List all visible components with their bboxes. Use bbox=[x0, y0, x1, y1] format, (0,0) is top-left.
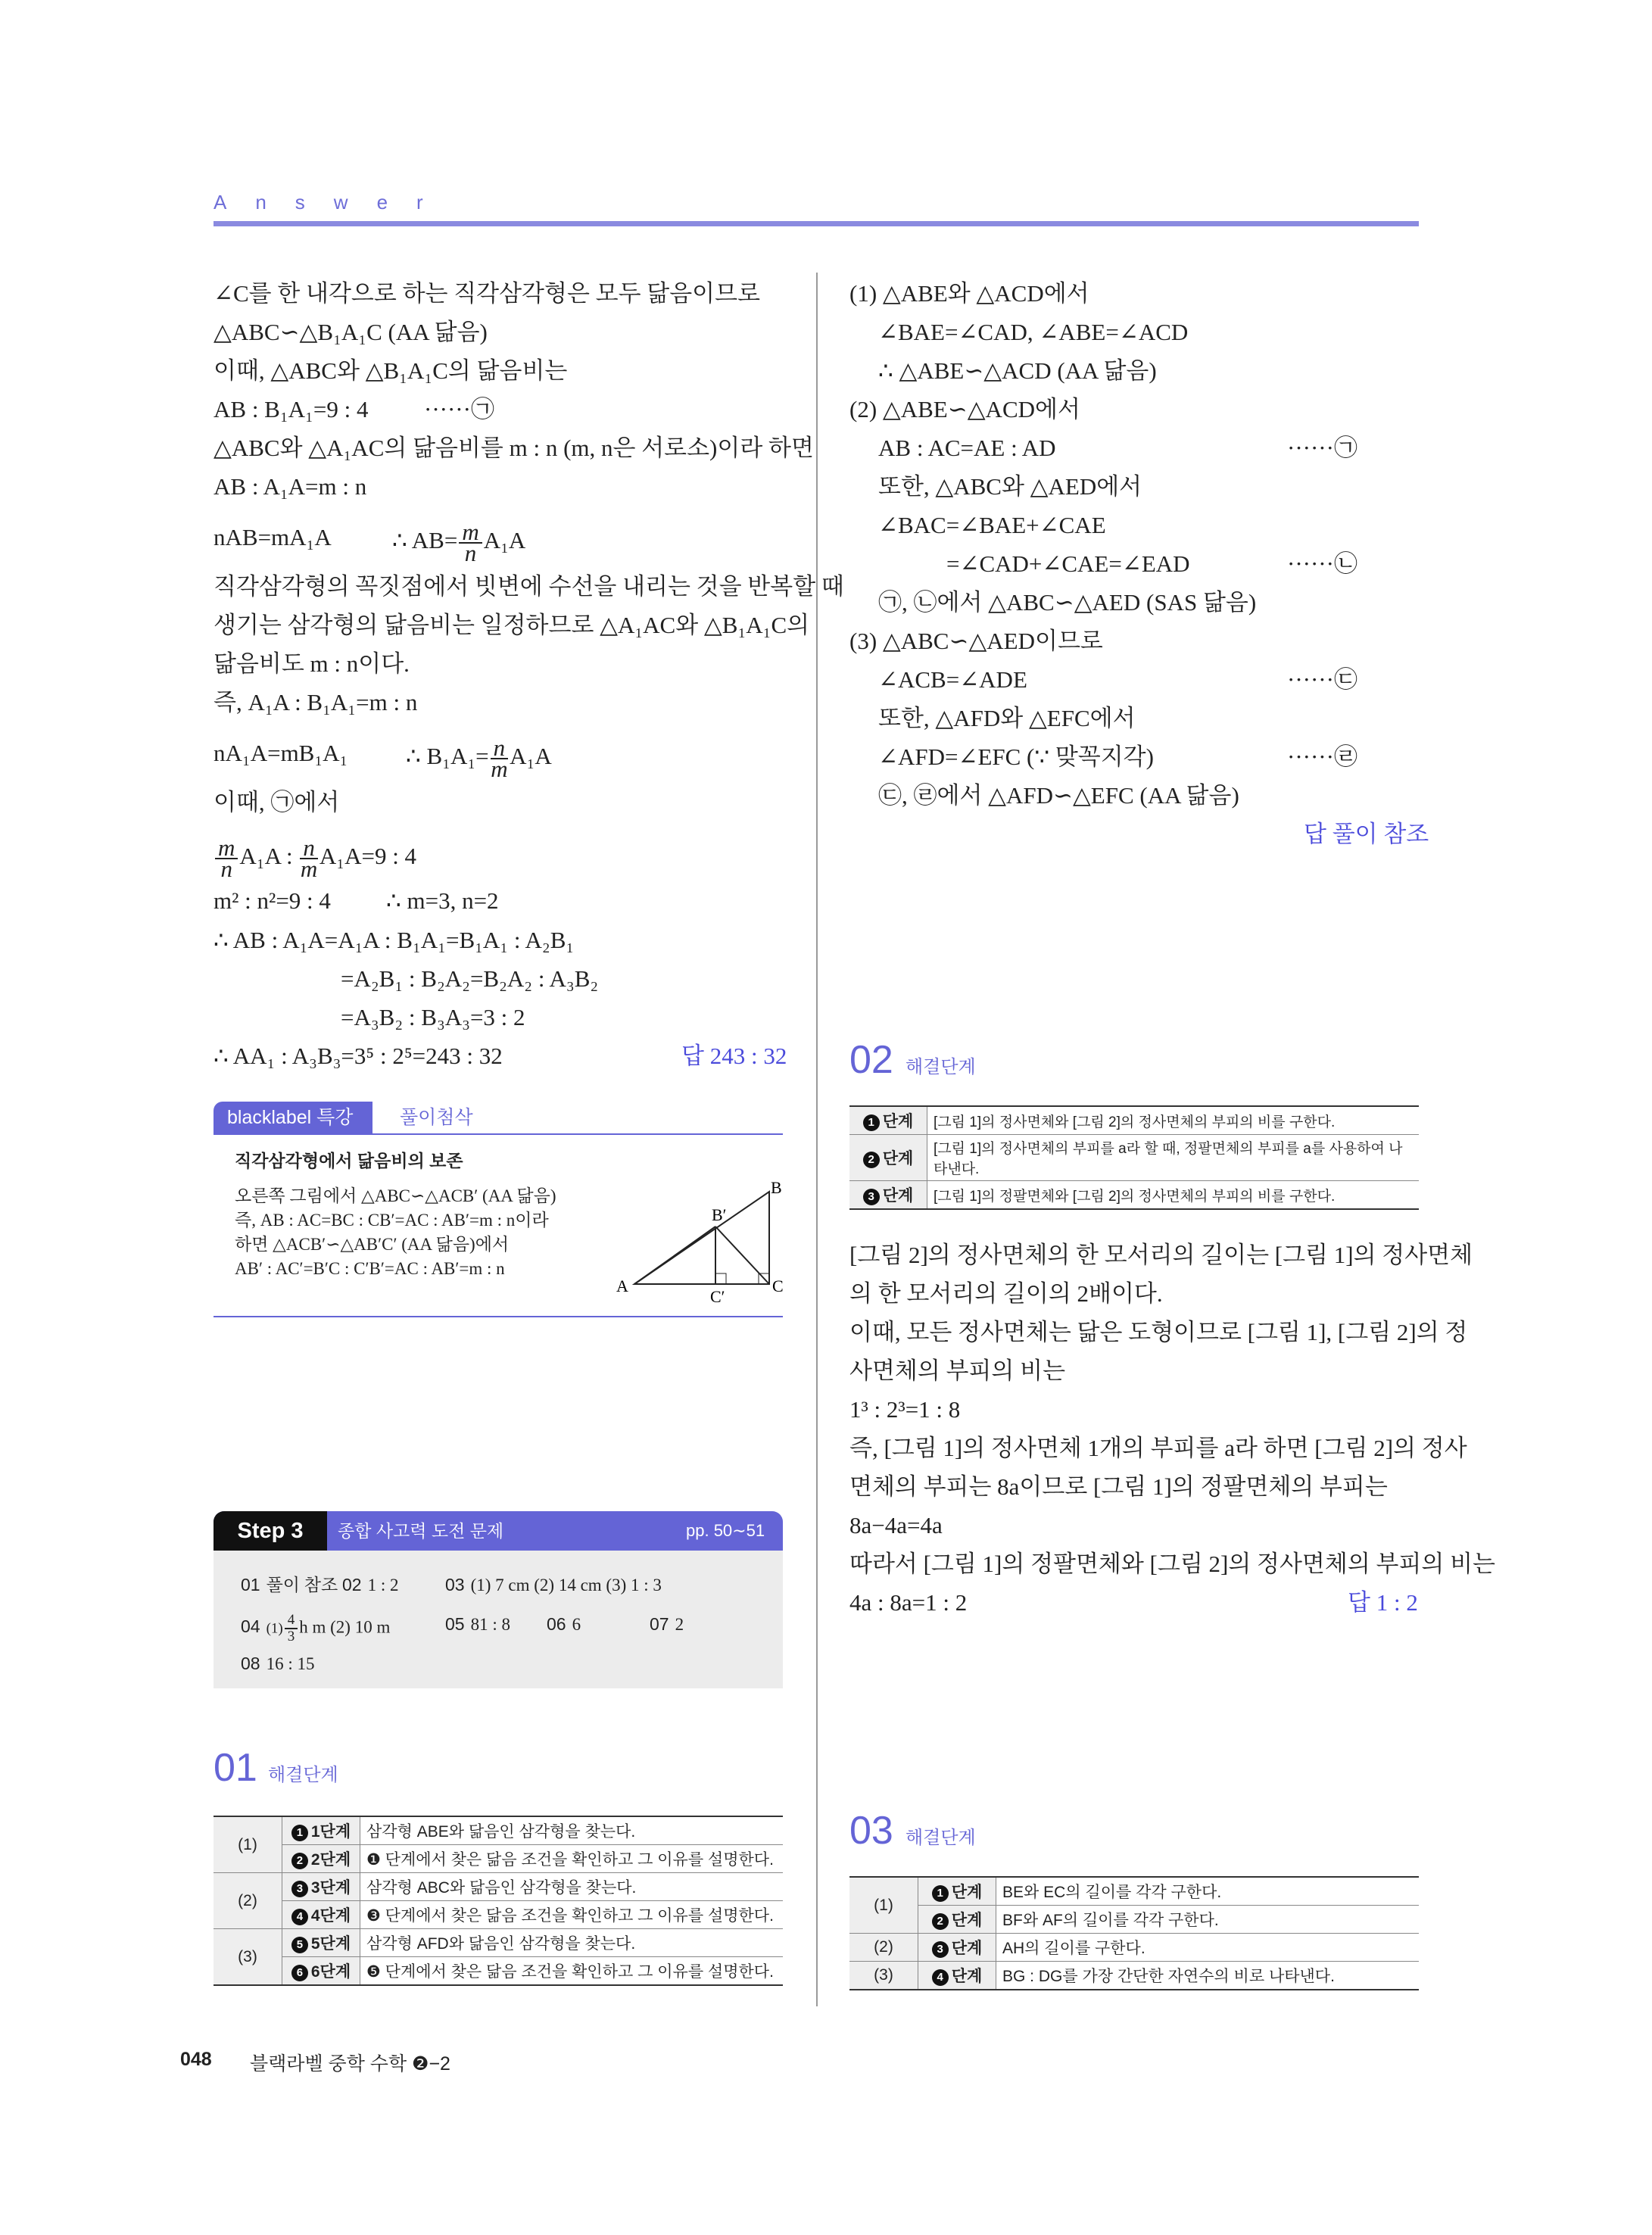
section-number: 03 bbox=[849, 1809, 893, 1853]
step-number: 5 bbox=[291, 1937, 308, 1953]
step3-item bbox=[241, 1613, 390, 1644]
step3-item bbox=[650, 1613, 684, 1636]
text-line: ∴ △ABE∽△ACD (AA 닮음) bbox=[878, 357, 1157, 384]
frac-num: m bbox=[215, 838, 238, 859]
step3-item bbox=[445, 1613, 510, 1636]
column-divider bbox=[816, 273, 818, 2006]
step-desc: ❸ 단계에서 찾은 닮음 조건을 확인하고 그 이유를 설명한다. bbox=[360, 1901, 784, 1929]
marker: ······㉡ bbox=[1287, 550, 1357, 577]
step-number: 6 bbox=[291, 1965, 308, 1981]
answer bbox=[1348, 1588, 1418, 1618]
text-line: 의 한 모서리의 길이의 2배이다. bbox=[849, 1280, 1163, 1307]
sub-label: (3) bbox=[849, 1962, 918, 1990]
blacklabel-line: AB′ : AC′=B′C : C′B′=AC : AB′=m : n bbox=[235, 1259, 505, 1278]
item-no: 05 bbox=[445, 1614, 465, 1634]
triangle-figure bbox=[606, 1181, 787, 1310]
item-no: 04 bbox=[241, 1616, 260, 1637]
page-number: 048 bbox=[180, 2049, 212, 2070]
steps-table bbox=[849, 1105, 1419, 1210]
text-line: ∴ AA₁ : A₃B₃=3⁵ : 2⁵=243 : 32 bbox=[214, 1043, 503, 1069]
text-line: 또한, △ABC와 △AED에서 bbox=[878, 473, 1142, 500]
label-b-prime: B′ bbox=[712, 1205, 727, 1224]
step-number: 4 bbox=[932, 1969, 949, 1986]
text-line: ∠C를 한 내각으로 하는 직각삼각형은 모두 닮음이므로 bbox=[214, 280, 761, 307]
step-cell bbox=[282, 1957, 360, 1986]
sub-label: (2) bbox=[214, 1873, 282, 1929]
label-b: B bbox=[771, 1181, 782, 1197]
step-label: 단계 bbox=[951, 1968, 983, 1985]
item-answer: 6 bbox=[572, 1615, 581, 1634]
text-line: 즉, [그림 1]의 정사면체 1개의 부피를 a라 하면 [그림 2]의 정사 bbox=[849, 1435, 1467, 1461]
step-label: 단계 bbox=[882, 1150, 914, 1167]
text-line: 생기는 삼각형의 닮음비는 일정하므로 △A₁AC와 △B₁A₁C의 bbox=[214, 612, 810, 638]
text-line: (1) △ABE와 △ACD에서 bbox=[849, 280, 1089, 307]
section-title: 해결단계 bbox=[905, 1828, 976, 1848]
text-line: ㉢, ㉣에서 △AFD∽△EFC (AA 닮음) bbox=[878, 782, 1239, 809]
label-a: A bbox=[616, 1276, 628, 1295]
math-text: A₁A bbox=[510, 743, 552, 770]
step-desc: [그림 1]의 정사면체의 부피를 a라 할 때, 정팔면체의 부피를 a를 사용하여 나타낸다. bbox=[927, 1135, 1420, 1181]
frac-num: 4 bbox=[285, 1613, 298, 1629]
answer-label: 답 bbox=[1348, 1589, 1370, 1616]
answer-value: 243 : 32 bbox=[709, 1043, 787, 1069]
text-line: 4a : 8a=1 : 2 bbox=[849, 1589, 968, 1616]
step-cell bbox=[849, 1181, 927, 1210]
step-number: 1 bbox=[291, 1825, 308, 1841]
table-row bbox=[214, 1901, 783, 1929]
answer bbox=[681, 1041, 787, 1071]
text-line: nAB=mA₁A bbox=[214, 524, 332, 550]
step-cell bbox=[918, 1934, 996, 1962]
answer-label: 답 bbox=[681, 1043, 704, 1069]
table-row bbox=[849, 1181, 1419, 1210]
step-label: 단계 bbox=[882, 1187, 914, 1205]
text-line: ∴ m=3, n=2 bbox=[386, 887, 499, 914]
step-label: 3단계 bbox=[310, 1879, 351, 1897]
label-c-prime: C′ bbox=[710, 1287, 725, 1306]
table-row bbox=[849, 1962, 1419, 1990]
table-row bbox=[214, 1845, 783, 1873]
step-cell bbox=[282, 1901, 360, 1929]
section-title: 해결단계 bbox=[905, 1057, 976, 1077]
step-cell bbox=[282, 1845, 360, 1873]
step-number: 1 bbox=[863, 1114, 880, 1131]
text-line: ∠BAE=∠CAD, ∠ABE=∠ACD bbox=[878, 319, 1189, 345]
sub-label: (1) bbox=[849, 1877, 918, 1934]
item-answer: (1) bbox=[266, 1620, 283, 1637]
step3-item bbox=[547, 1613, 581, 1636]
step3-title: 종합 사고력 도전 문제 bbox=[338, 1521, 504, 1541]
text-line: 면체의 부피는 8a이므로 [그림 1]의 정팔면체의 부피는 bbox=[849, 1473, 1388, 1500]
step-label: 단계 bbox=[951, 1912, 983, 1929]
text-line: 따라서 [그림 1]의 정팔면체와 [그림 2]의 정사면체의 부피의 비는 bbox=[849, 1551, 1495, 1577]
step-cell bbox=[918, 1906, 996, 1934]
blacklabel-line: 하면 △ACB′∽△AB′C′ (AA 닮음)에서 bbox=[235, 1235, 510, 1254]
divider bbox=[214, 1316, 783, 1317]
step-number: 2 bbox=[291, 1853, 308, 1869]
item-answer: 1 : 2 bbox=[367, 1576, 399, 1594]
text-line: AB : AC=AE : AD bbox=[878, 435, 1056, 461]
book-title: 블랙라벨 중학 수학 ❷−2 bbox=[250, 2053, 450, 2074]
item-no: 07 bbox=[650, 1614, 669, 1634]
text-line: 이때, 모든 정사면체는 닮은 도형이므로 [그림 1], [그림 2]의 정 bbox=[849, 1319, 1468, 1345]
text-line: 닮음비도 m : n이다. bbox=[214, 650, 410, 677]
step3-item bbox=[445, 1573, 662, 1597]
divider bbox=[214, 1133, 783, 1135]
step-desc: 삼각형 AFD와 닮음인 삼각형을 찾는다. bbox=[360, 1929, 784, 1957]
text-line bbox=[392, 519, 526, 566]
table-row bbox=[214, 1957, 783, 1986]
table-row bbox=[849, 1906, 1419, 1934]
item-no: 08 bbox=[241, 1654, 260, 1673]
text-line: 즉, A₁A : B₁A₁=m : n bbox=[214, 689, 418, 715]
step-cell bbox=[849, 1106, 927, 1135]
step-cell bbox=[918, 1962, 996, 1990]
text-line: ∠ACB=∠ADE bbox=[878, 666, 1027, 693]
step-cell bbox=[918, 1877, 996, 1906]
step-cell bbox=[849, 1135, 927, 1181]
math-text: ∴ AB= bbox=[392, 527, 458, 554]
text-line: AB : A₁A=m : n bbox=[214, 473, 367, 500]
table-row bbox=[214, 1816, 783, 1845]
frac-den: 3 bbox=[287, 1629, 295, 1644]
marker: ······㉢ bbox=[1287, 666, 1357, 693]
step-number: 3 bbox=[932, 1941, 949, 1958]
text-line: [그림 2]의 정사면체의 한 모서리의 길이는 [그림 1]의 정사면체 bbox=[849, 1242, 1473, 1268]
text-line: △ABC와 △A₁AC의 닮음비를 m : n (m, n은 서로소)이라 하면 bbox=[214, 435, 814, 461]
text-line: nA₁A=mB₁A₁ bbox=[214, 740, 348, 766]
math-text: A₁A bbox=[483, 527, 526, 554]
item-no: 02 bbox=[342, 1575, 362, 1594]
frac-den: m bbox=[491, 756, 508, 782]
step3-item bbox=[241, 1652, 314, 1675]
step-number: 4 bbox=[291, 1909, 308, 1925]
header-label: Answer bbox=[214, 191, 452, 214]
step-cell bbox=[282, 1816, 360, 1845]
step-desc: ❺ 단계에서 찾은 닮음 조건을 확인하고 그 이유를 설명한다. bbox=[360, 1957, 784, 1986]
frac-num: n bbox=[300, 838, 318, 859]
text-line: m² : n²=9 : 4 bbox=[214, 887, 331, 914]
frac-den: n bbox=[464, 540, 477, 566]
math-text: A₁A : bbox=[239, 843, 293, 870]
frac-den: n bbox=[220, 856, 232, 882]
text-line: =A₃B₂ : B₃A₃=3 : 2 bbox=[341, 1004, 525, 1030]
frac-num: n bbox=[491, 738, 509, 759]
blacklabel-line: 즉, AB : AC=BC : CB′=AC : AB′=m : n이라 bbox=[235, 1211, 549, 1230]
text-line: 8a−4a=4a bbox=[849, 1512, 943, 1538]
marker: ······㉠ bbox=[424, 396, 494, 422]
step-number: 2 bbox=[932, 1913, 949, 1930]
step-number: 2 bbox=[863, 1152, 880, 1168]
blacklabel-tab: blacklabel 특강 bbox=[214, 1102, 372, 1133]
sub-label: (2) bbox=[849, 1934, 918, 1962]
step-cell bbox=[282, 1873, 360, 1901]
answer-value: 풀이 참조 bbox=[1332, 821, 1429, 847]
answer-label: 답 bbox=[1304, 821, 1326, 847]
item-answer: (1) 7 cm (2) 14 cm (3) 1 : 3 bbox=[470, 1576, 662, 1594]
math-text: ∴ B₁A₁= bbox=[406, 743, 489, 770]
label-c: C bbox=[772, 1276, 784, 1295]
step-desc: 삼각형 ABE와 닮음인 삼각형을 찾는다. bbox=[360, 1816, 784, 1845]
step3-pages: pp. 50∼51 bbox=[686, 1521, 765, 1540]
section-number: 01 bbox=[214, 1746, 257, 1790]
text-line: (3) △ABC∽△AED이므로 bbox=[849, 628, 1103, 654]
frac-num: m bbox=[459, 522, 482, 544]
fraction bbox=[300, 834, 318, 882]
steps-table bbox=[849, 1876, 1419, 1990]
text-line: 이때, ㉠에서 bbox=[214, 789, 340, 815]
text-line: =A₂B₁ : B₂A₂=B₂A₂ : A₃B₂ bbox=[341, 965, 599, 992]
text-line: ㉠, ㉡에서 △ABC∽△AED (SAS 닮음) bbox=[878, 589, 1257, 616]
step-desc: [그림 1]의 정사면체와 [그림 2]의 정사면체의 부피의 비를 구한다. bbox=[927, 1106, 1420, 1135]
blacklabel-title: 직각삼각형에서 닮음비의 보존 bbox=[235, 1151, 463, 1170]
item-no: 01 bbox=[241, 1575, 260, 1594]
fraction bbox=[215, 834, 238, 882]
marker: ······㉣ bbox=[1287, 743, 1357, 770]
table-row bbox=[849, 1135, 1419, 1181]
table-row bbox=[214, 1929, 783, 1957]
section-number: 02 bbox=[849, 1038, 893, 1082]
item-answer: 2 bbox=[675, 1615, 684, 1634]
step-number: 3 bbox=[291, 1881, 308, 1897]
text-line: =∠CAD+∠CAE=∠EAD bbox=[946, 550, 1190, 577]
text-line: AB : B₁A₁=9 : 4 bbox=[214, 396, 369, 422]
math-text: A₁A=9 : 4 bbox=[319, 843, 417, 870]
text-line: ∠BAC=∠BAE+∠CAE bbox=[878, 512, 1106, 538]
text-line: 사면체의 부피의 비는 bbox=[849, 1358, 1066, 1384]
step-number: 1 bbox=[932, 1885, 949, 1902]
answer-value: 1 : 2 bbox=[1376, 1589, 1418, 1616]
steps-table bbox=[214, 1816, 783, 1986]
step3-item bbox=[241, 1573, 338, 1597]
section-title: 해결단계 bbox=[268, 1765, 338, 1785]
step-label: 단계 bbox=[951, 1884, 983, 1901]
step-desc: AH의 길이를 구한다. bbox=[996, 1934, 1420, 1962]
item-no: 06 bbox=[547, 1614, 566, 1634]
step-label: 4단계 bbox=[310, 1907, 351, 1925]
step-desc: 삼각형 ABC와 닮음인 삼각형을 찾는다. bbox=[360, 1873, 784, 1901]
text-line bbox=[406, 734, 552, 782]
step3-label: Step 3 bbox=[214, 1511, 327, 1551]
text-line bbox=[214, 834, 417, 882]
table-row bbox=[214, 1873, 783, 1901]
step-desc: ❶ 단계에서 찾은 닮음 조건을 확인하고 그 이유를 설명한다. bbox=[360, 1845, 784, 1873]
sub-label: (1) bbox=[214, 1816, 282, 1873]
step-desc: BF와 AF의 길이를 각각 구한다. bbox=[996, 1906, 1420, 1934]
text-line: 이때, △ABC와 △B₁A₁C의 닮음비는 bbox=[214, 357, 568, 384]
step-desc: [그림 1]의 정팔면체와 [그림 2]의 정사면체의 부피의 비를 구한다. bbox=[927, 1181, 1420, 1210]
step-label: 1단계 bbox=[310, 1823, 351, 1841]
table-row bbox=[849, 1934, 1419, 1962]
item-no: 03 bbox=[445, 1575, 465, 1594]
step-label: 단계 bbox=[882, 1113, 914, 1130]
step-number: 3 bbox=[863, 1189, 880, 1205]
text-line: ∠AFD=∠EFC (∵ 맞꼭지각) bbox=[878, 743, 1154, 770]
step-label: 2단계 bbox=[310, 1851, 351, 1869]
text-line: 또한, △AFD와 △EFC에서 bbox=[878, 705, 1136, 731]
blacklabel-subtab: 풀이첨삭 bbox=[400, 1107, 473, 1128]
answer bbox=[1304, 819, 1429, 849]
item-answer: h m (2) 10 m bbox=[299, 1617, 391, 1637]
marker: ······㉠ bbox=[1287, 435, 1357, 461]
step-cell bbox=[282, 1929, 360, 1957]
item-answer: 풀이 참조 bbox=[266, 1576, 338, 1594]
text-line: 직각삼각형의 꼭짓점에서 빗변에 수선을 내리는 것을 반복할 때 bbox=[214, 573, 844, 600]
item-answer: 81 : 8 bbox=[470, 1615, 510, 1634]
fraction bbox=[459, 519, 482, 566]
sub-label: (3) bbox=[214, 1929, 282, 1986]
step-label: 6단계 bbox=[310, 1963, 351, 1981]
table-row bbox=[849, 1106, 1419, 1135]
frac-den: m bbox=[300, 856, 318, 882]
step-desc: BG : DG를 가장 간단한 자연수의 비로 나타낸다. bbox=[996, 1962, 1420, 1990]
text-line: (2) △ABE∽△ACD에서 bbox=[849, 396, 1080, 422]
step-desc: BE와 EC의 길이를 각각 구한다. bbox=[996, 1877, 1420, 1906]
step-label: 5단계 bbox=[310, 1935, 351, 1953]
fraction bbox=[491, 734, 509, 782]
blacklabel-line: 오른쪽 그림에서 △ABC∽△ACB′ (AA 닮음) bbox=[235, 1186, 556, 1205]
step3-item bbox=[342, 1573, 398, 1597]
text-line: 1³ : 2³=1 : 8 bbox=[849, 1396, 961, 1423]
table-row bbox=[849, 1877, 1419, 1906]
text-line: ∴ AB : A₁A=A₁A : B₁A₁=B₁A₁ : A₂B₁ bbox=[214, 927, 575, 953]
header-rule bbox=[214, 221, 1419, 226]
item-answer: 16 : 15 bbox=[266, 1654, 315, 1673]
step-label: 단계 bbox=[951, 1940, 983, 1957]
fraction bbox=[285, 1613, 298, 1644]
text-line: △ABC∽△B₁A₁C (AA 닮음) bbox=[214, 319, 488, 345]
